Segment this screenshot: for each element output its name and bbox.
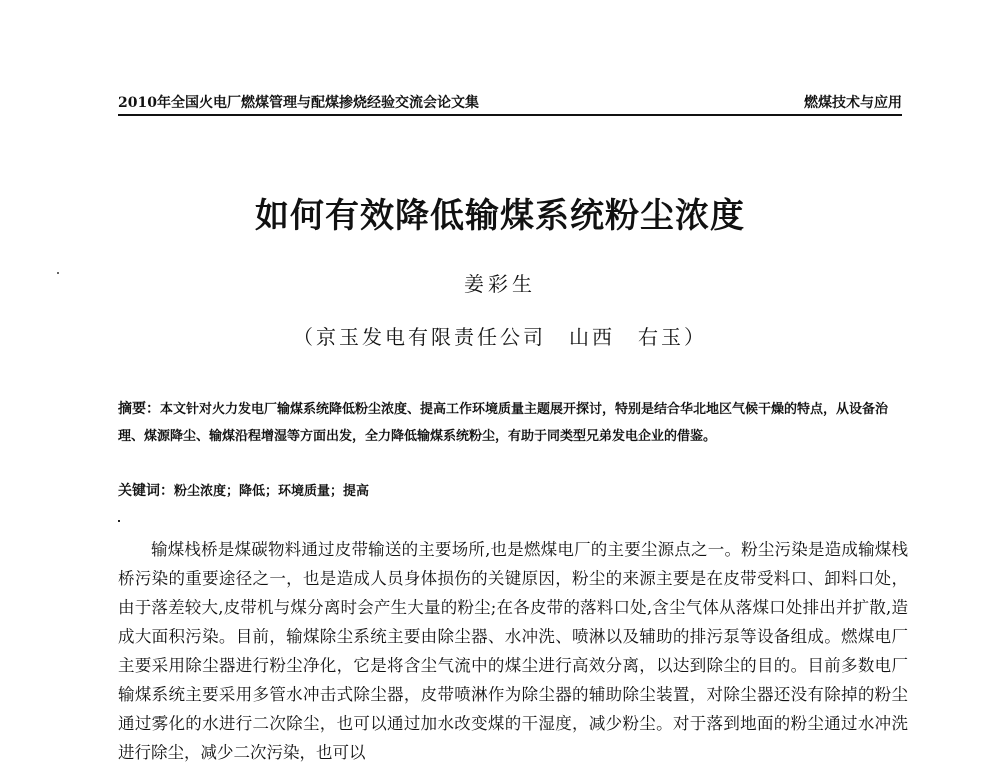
running-header — [118, 92, 902, 116]
abstract-label: 摘要： — [118, 401, 160, 417]
scan-dot — [118, 520, 120, 522]
body-paragraph: 输煤栈桥是煤碳物料通过皮带输送的主要场所,也是燃煤电厂的主要尘源点之一。粉尘污染是造成输煤栈桥污染的重要途径之一，也是造成人员身体损伤的关键原因，粉尘的来源主要是在皮带受料口、卸料口处，由于落差较大,皮带机与煤分离时会产生大量的粉尘;在各皮带的落料口处,含尘气体从落煤口处排出并扩散,造成大面积污染。目前，输煤除尘系统主要由除尘器、水冲洗、喷淋以及辅助的排污泵等设备组成。燃煤电厂主要采用除尘器进行粉尘净化，它是将含尘气流中的煤尘进行高效分离，以达到除尘的目的。目前多数电厂输煤系统主要采用多管水冲击式除尘器，皮带喷淋作为除尘器的辅助除尘装置，对除尘器还没有除掉的粉尘通过雾化的水进行二次除尘，也可以通过加水改变煤的干湿度，减少粉尘。对于落到地面的粉尘通过水冲洗进行除尘，减少二次污染，也可以 — [118, 540, 908, 762]
proceedings-title: 2010年全国火电厂燃煤管理与配煤掺烧经验交流会论文集 — [118, 95, 479, 111]
keywords — [118, 480, 904, 500]
abstract — [118, 396, 904, 450]
author-affiliation: （京玉发电有限责任公司 山西 右玉） — [293, 325, 707, 349]
section-title: 燃煤技术与应用 — [804, 95, 902, 111]
abstract-text: 本文针对火力发电厂输煤系统降低粉尘浓度、提高工作环境质量主题展开探讨，特别是结合华北地区气候干燥的特点，从设备治理、煤源降尘、输煤沿程增湿等方面出发，全力降低输煤系统粉尘，有助于同类型兄弟发电企业的借鉴。 — [118, 402, 889, 444]
keywords-label: 关键词： — [118, 483, 174, 499]
author-name: 姜彩生 — [464, 272, 536, 296]
paper-title: 如何有效降低输煤系统粉尘浓度 — [255, 196, 745, 236]
keywords-text: 粉尘浓度；降低；环境质量；提高 — [174, 484, 370, 499]
